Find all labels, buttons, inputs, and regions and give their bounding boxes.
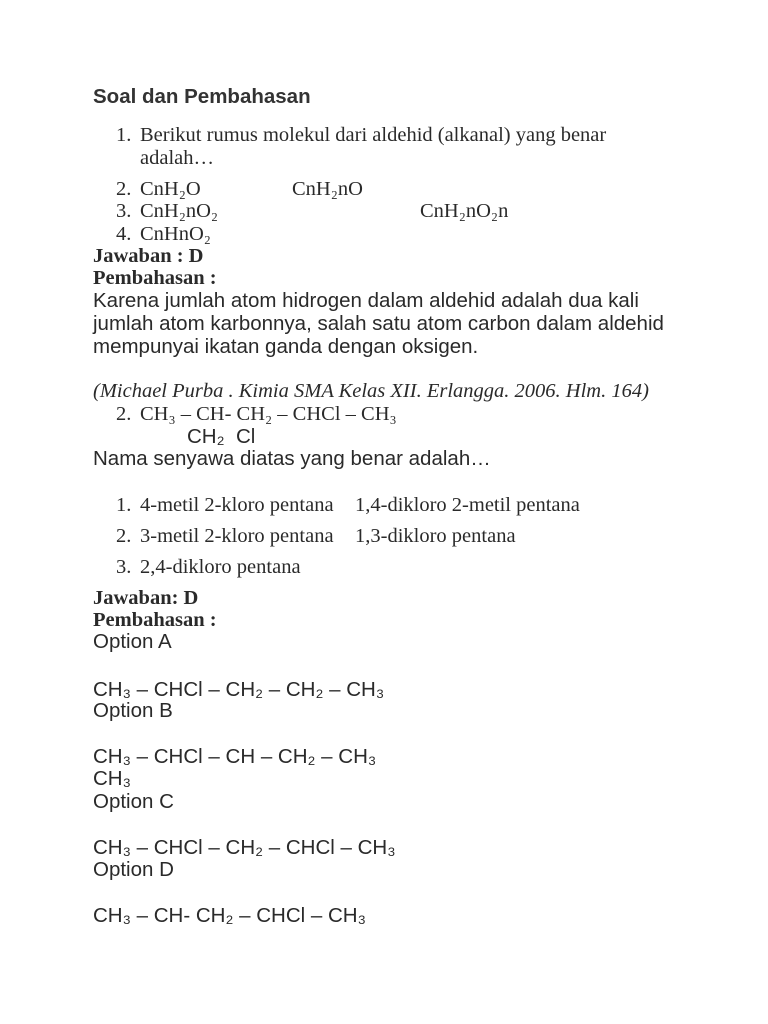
q1-discussion-label: Pembahasan :: [93, 267, 217, 289]
q2-option-number: 2.: [116, 525, 132, 547]
q1-discussion-text: Karena jumlah atom hidrogen dalam aldehid adalah dua kali jumlah atom karbonnya, salah satu atom carbon dalam aldehid mempunyai ikatan ganda dengan oksigen.: [93, 289, 664, 358]
q1-answer: Jawaban : D: [93, 245, 204, 267]
q1-option-number: 2.: [116, 178, 132, 200]
question-1-number: 1.: [116, 124, 132, 146]
q1-option-number: 3.: [116, 200, 132, 222]
explanation-label: Option D: [93, 858, 174, 881]
explanation-formula-branch: CH₃: [93, 767, 131, 790]
q2-discussion-label: Pembahasan :: [93, 609, 217, 631]
q1-option-number: 4.: [116, 223, 132, 245]
question-2-formula-branch: CH₂ Cl: [187, 425, 256, 448]
q1-option-formula: CnH₂O: [140, 178, 201, 200]
q2-option-number: 3.: [116, 556, 132, 578]
explanation-formula: CH₃ – CHCl – CH₂ – CH₂ – CH₃: [93, 678, 385, 701]
question-2-text: Nama senyawa diatas yang benar adalah…: [93, 447, 491, 470]
explanation-formula: CH₃ – CHCl – CH₂ – CHCl – CH₃: [93, 836, 396, 859]
q2-answer: Jawaban: D: [93, 587, 199, 609]
explanation-label: Option C: [93, 790, 174, 813]
explanation-formula: CH₃ – CH- CH₂ – CHCl – CH₃: [93, 904, 366, 927]
q2-option-name-alt: 1,4-dikloro 2-metil pentana: [355, 494, 580, 516]
q2-option-name: 4-metil 2-kloro pentana: [140, 494, 334, 516]
q2-option-number: 1.: [116, 494, 132, 516]
q1-option-formula: CnH₂nO₂: [140, 200, 219, 222]
question-2-number: 2.: [116, 403, 132, 425]
explanation-label: Option B: [93, 699, 173, 722]
q2-option-name: 3-metil 2-kloro pentana: [140, 525, 334, 547]
q2-option-name-alt: 1,3-dikloro pentana: [355, 525, 516, 547]
page-title: Soal dan Pembahasan: [93, 85, 311, 108]
q1-citation: (Michael Purba . Kimia SMA Kelas XII. Erlangga. 2006. Hlm. 164): [93, 380, 649, 402]
q2-option-name: 2,4-dikloro pentana: [140, 556, 301, 578]
q1-option-formula-alt: CnH₂nO: [292, 178, 363, 200]
q1-option-formula-alt: CnH₂nO₂n: [420, 200, 509, 222]
explanation-label: Option A: [93, 630, 172, 653]
q1-option-formula: CnHnO₂: [140, 223, 211, 245]
question-1-text: Berikut rumus molekul dari aldehid (alkanal) yang benar adalah…: [140, 124, 607, 169]
question-2-formula: CH₃ – CH- CH₂ – CHCl – CH₃: [140, 403, 397, 425]
explanation-formula: CH₃ – CHCl – CH – CH₂ – CH₃: [93, 745, 377, 768]
